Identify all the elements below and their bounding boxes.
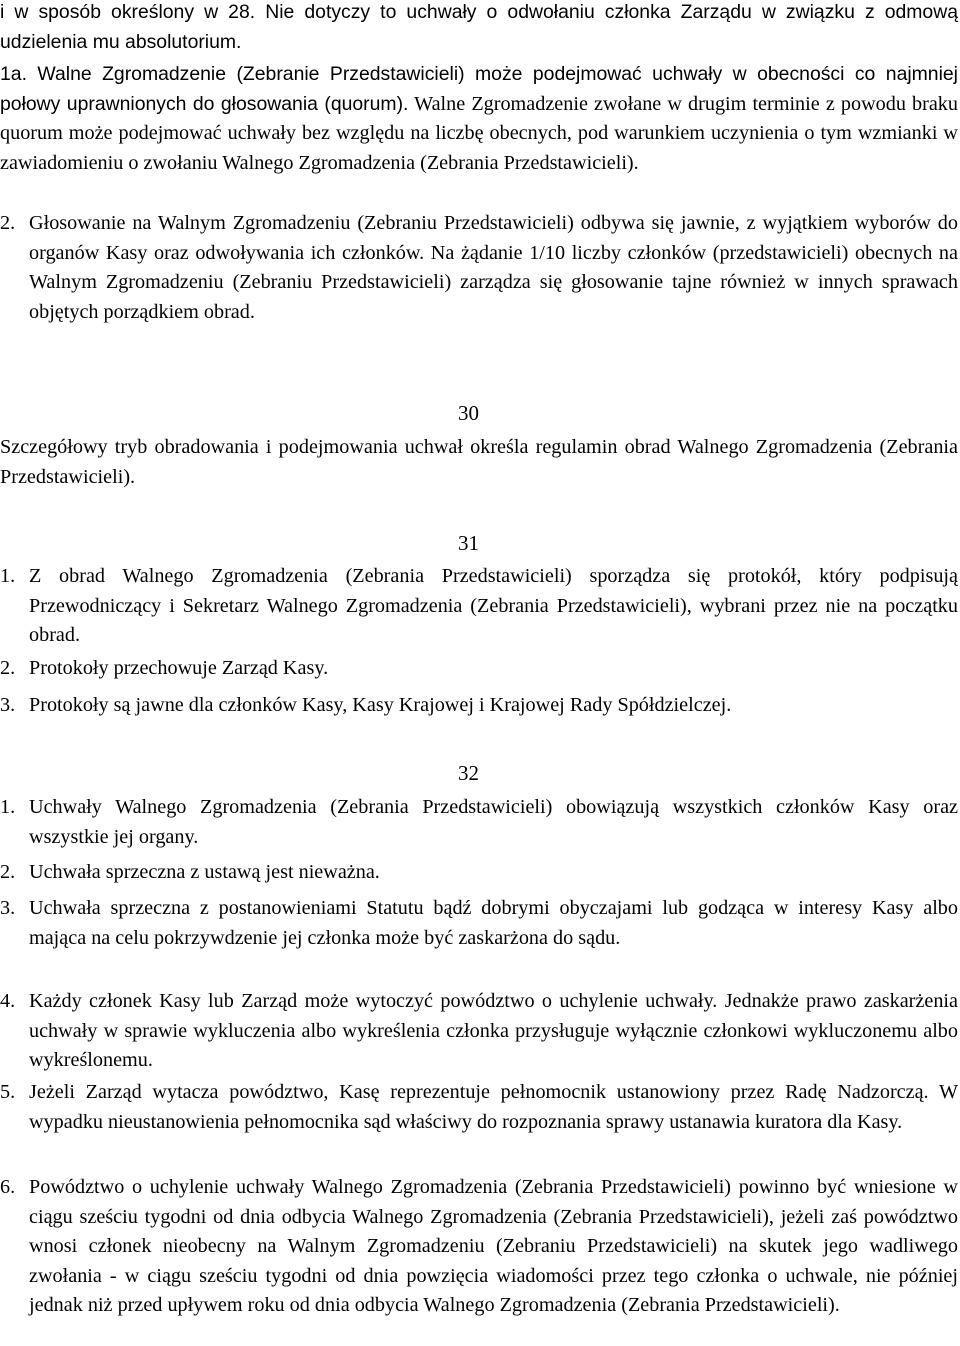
- section-32-item-4: [0, 987, 958, 1076]
- section-31-item-1-text: Z obrad Walnego Zgromadzenia (Zebrania Przedstawicieli) sporządza się protokół, który podpisują Przewodniczący i Sekretarz Walnego Zgromadzenia (Zebrania Przedstawicieli), wybrani przez nie na początku obrad.: [29, 565, 958, 646]
- section-32-heading-text: 32: [458, 761, 479, 785]
- section-31-item-1-number: 1.: [0, 565, 16, 587]
- section-30-heading-text: 30: [458, 401, 479, 425]
- paragraph-intro: [0, 0, 958, 57]
- paragraph-2-number: 2.: [0, 212, 16, 234]
- section-31-item-3-number: 3.: [0, 694, 16, 716]
- paragraph-2-text: Głosowanie na Walnym Zgromadzeniu (Zebraniu Przedstawicieli) odbywa się jawnie, z wyjątkiem wyborów do organów Kasy oraz odwoływania ich członków. Na żądanie 1/10 liczby członków (przedstawicieli) obecnych na Walnym Zgromadzeniu (Zebraniu Przedstawicieli) zarządza się głosowanie tajne również w innych sprawach objętych porządkiem obrad.: [29, 212, 958, 323]
- section-32-item-3: [0, 894, 958, 953]
- section-31-item-2-text: Protokoły przechowuje Zarząd Kasy.: [29, 657, 329, 679]
- section-31-item-3-text: Protokoły są jawne dla członków Kasy, Kasy Krajowej i Krajowej Rady Spółdzielczej.: [29, 694, 732, 716]
- section-31-item-1: [0, 562, 958, 651]
- section-31-item-2-number: 2.: [0, 657, 16, 679]
- section-32-item-2-number: 2.: [0, 861, 16, 883]
- section-32-item-3-number: 3.: [0, 897, 16, 919]
- section-32-item-2: [0, 858, 958, 888]
- section-32-item-4-text: Każdy członek Kasy lub Zarząd może wytoczyć powództwo o uchylenie uchwały. Jednakże prawo zaskarżenia uchwały w sprawie wykluczenia albo wykreślenia członka przysługuje wyłącznie członkowi wykluczonemu albo wykreślonemu.: [29, 990, 958, 1071]
- section-32-item-6: [0, 1173, 958, 1321]
- section-30-text: [0, 433, 958, 492]
- section-31-item-3: [0, 691, 958, 721]
- section-30-heading: [458, 399, 479, 427]
- paragraph-1a: [0, 60, 958, 178]
- section-32-item-1-number: 1.: [0, 796, 16, 818]
- section-32-item-6-number: 6.: [0, 1176, 16, 1198]
- section-32-heading: [458, 759, 479, 787]
- section-32-item-5-text: Jeżeli Zarząd wytacza powództwo, Kasę reprezentuje pełnomocnik ustanowiony przez Radę Nadzorczą. W wypadku nieustanowienia pełnomocnika sąd właściwy do rozpoznania sprawy ustanawia kuratora dla Kasy.: [29, 1081, 958, 1133]
- section-32-item-3-text: Uchwała sprzeczna z postanowieniami Statutu bądź dobrymi obyczajami lub godząca w interesy Kasy albo mająca na celu pokrzywdzenie jej członka może być zaskarżona do sądu.: [29, 897, 958, 949]
- section-32-item-5: [0, 1078, 958, 1137]
- paragraph-1a-serif-text: Walne Zgromadzenie zwołane w drugim terminie z powodu braku quorum może podejmować uchwały bez względu na liczbę obecnych, pod warunkiem uczynienia o tym wzmianki w zawiadomieniu o zwołaniu Walnego Zgromadzenia (Zebrania Przedstawicieli).: [0, 92, 958, 174]
- paragraph-1a-sans-text: 1a. Walne Zgromadzenie (Zebranie Przedstawicieli) może podejmować uchwały w obecności co najmniej połowy uprawnionych do głosowania (quorum).: [0, 63, 958, 115]
- section-32-item-4-number: 4.: [0, 990, 16, 1012]
- section-32-item-2-text: Uchwała sprzeczna z ustawą jest nieważna.: [29, 861, 380, 883]
- section-30-body: Szczegółowy tryb obradowania i podejmowania uchwał określa regulamin obrad Walnego Zgromadzenia (Zebrania Przedstawicieli).: [0, 436, 958, 488]
- section-32-item-5-number: 5.: [0, 1081, 16, 1103]
- section-32-item-1: [0, 793, 958, 852]
- section-32-item-6-text: Powództwo o uchylenie uchwały Walnego Zgromadzenia (Zebrania Przedstawicieli) powinno być wniesione w ciągu sześciu tygodni od dnia odbycia Walnego Zgromadzenia (Zebrania Przedstawicieli), jeżeli zaś powództwo wnosi członek nieobecny na Walnym Zgromadzeniu (Zebraniu Przedstawicieli) na skutek jego wadliwego zwołania - w ciągu sześciu tygodni od dnia powzięcia wiadomości przez tego członka o uchwale, nie później jednak niż przed upływem roku od dnia odbycia Walnego Zgromadzenia (Zebrania Przedstawicieli).: [29, 1176, 958, 1316]
- section-32-item-1-text: Uchwały Walnego Zgromadzenia (Zebrania Przedstawicieli) obowiązują wszystkich członków Kasy oraz wszystkie jej organy.: [29, 796, 958, 848]
- section-31-heading: [458, 529, 479, 557]
- paragraph-2: [0, 209, 958, 327]
- section-31-heading-text: 31: [458, 531, 479, 555]
- paragraph-intro-text: i w sposób określony w 28. Nie dotyczy to uchwały o odwołaniu członka Zarządu w związku z odmową udzielenia mu absolutorium.: [0, 1, 958, 53]
- section-31-item-2: [0, 654, 958, 684]
